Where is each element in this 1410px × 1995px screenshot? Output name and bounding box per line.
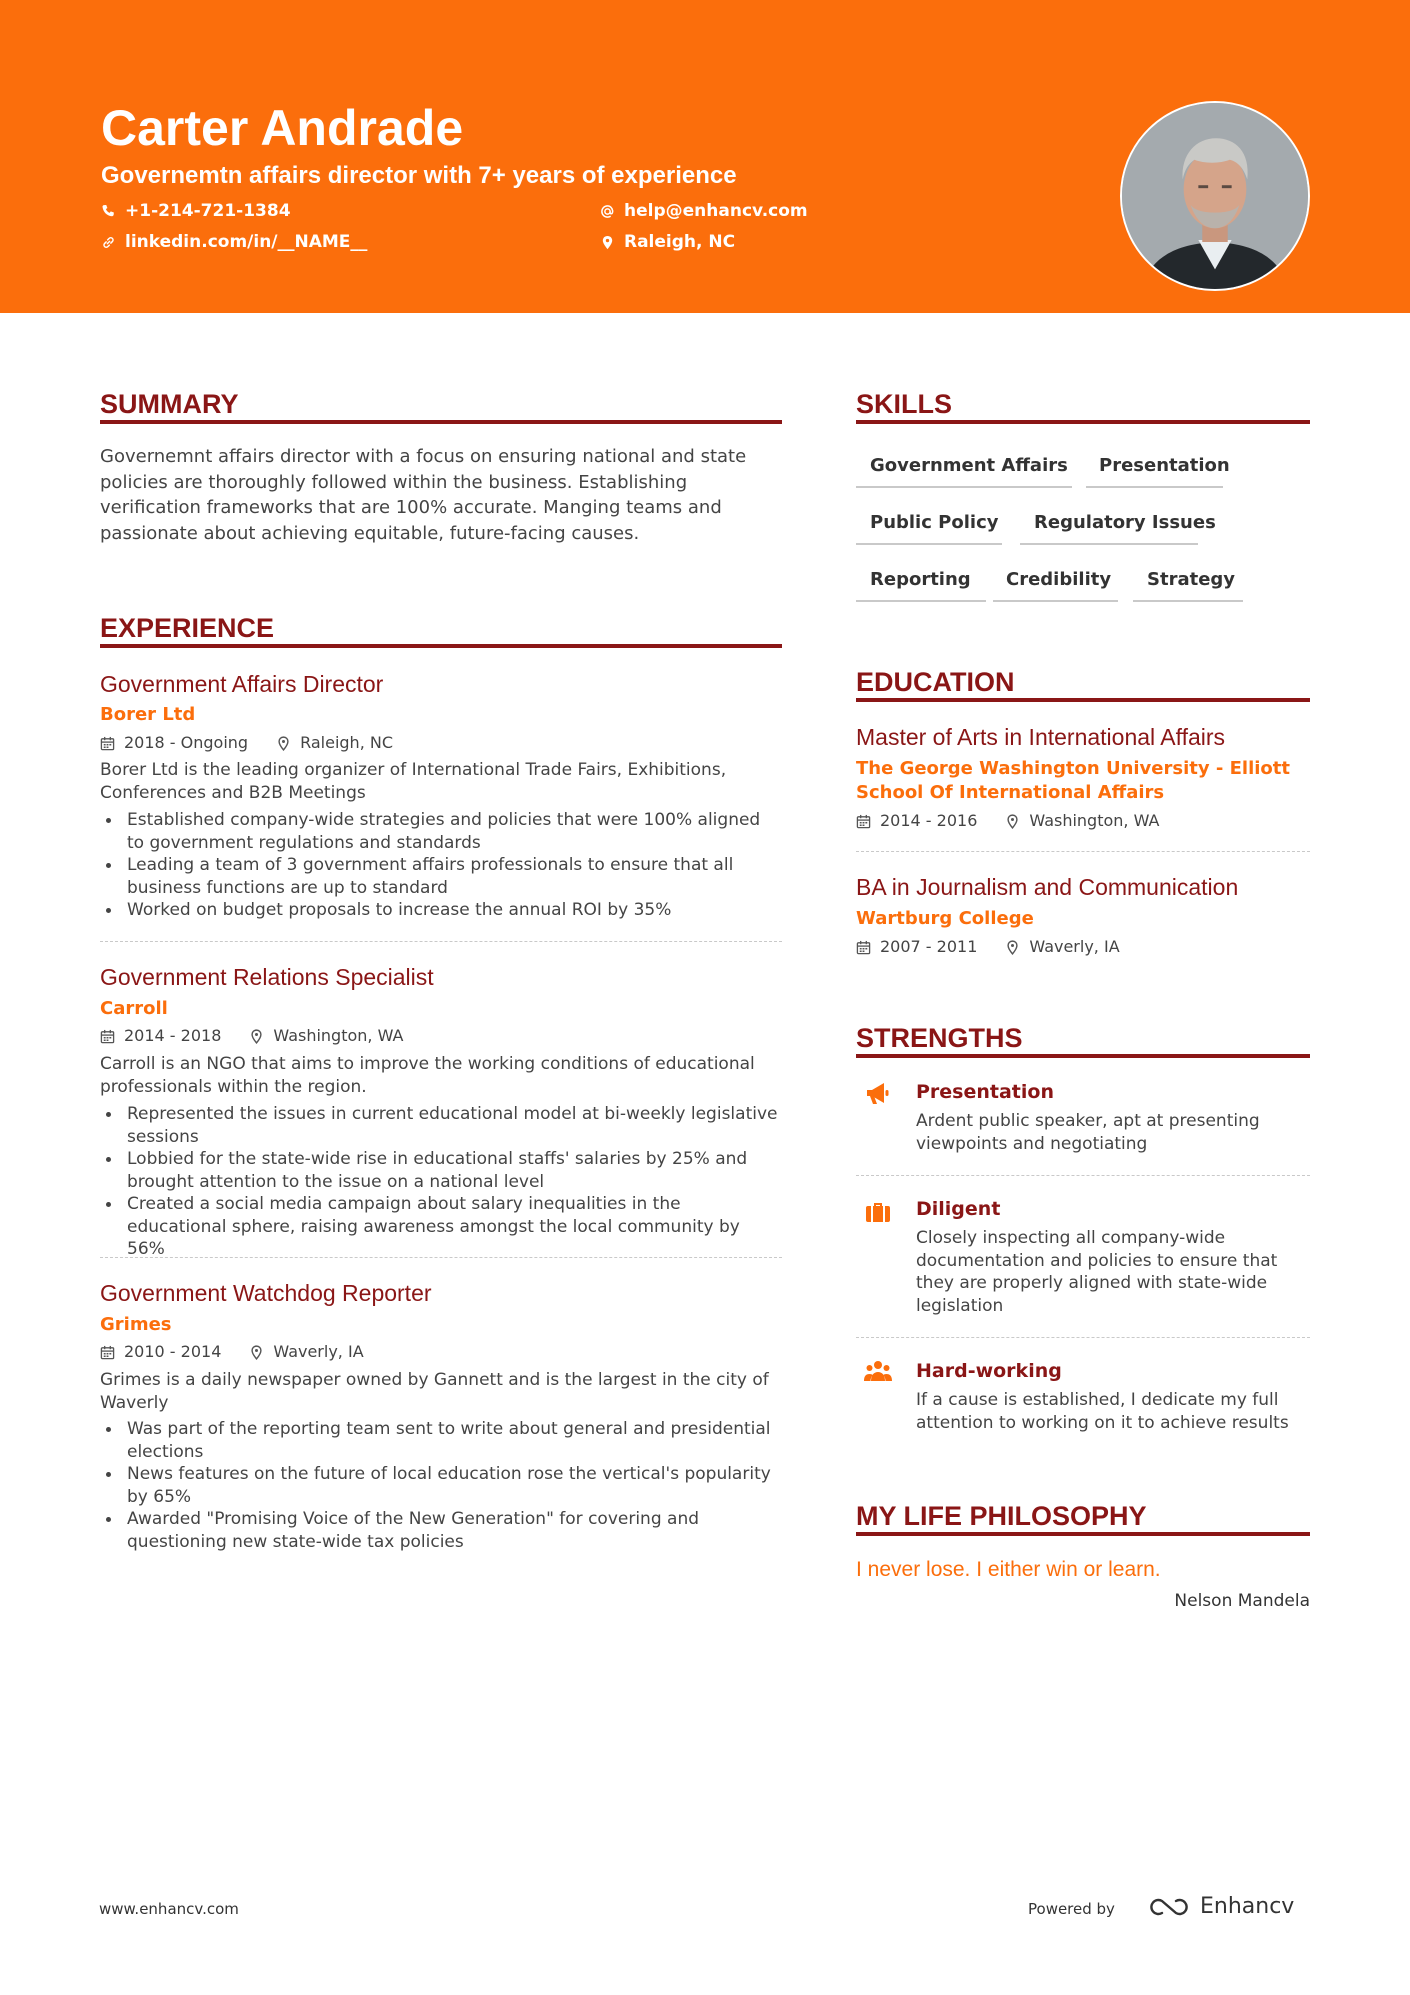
- summary-heading: SUMMARY: [100, 389, 239, 419]
- divider: [100, 941, 782, 942]
- enhancv-logo-icon: [1146, 1895, 1192, 1919]
- skills-rule: [856, 420, 1310, 424]
- contact-email[interactable]: [600, 199, 808, 223]
- quote-author: Nelson Mandela: [1174, 1591, 1310, 1611]
- contact-location: [600, 230, 735, 254]
- skill-tag: Presentation: [1086, 454, 1223, 488]
- strength-title: Presentation: [916, 1081, 1054, 1103]
- email-text: help@enhancv.com: [624, 201, 808, 221]
- education-dates: 2007 - 2011: [880, 937, 978, 956]
- job-bullets: [100, 1418, 782, 1553]
- strength-title: Diligent: [916, 1198, 1001, 1220]
- education-meta: [856, 936, 1120, 958]
- skills-heading: SKILLS: [856, 389, 953, 419]
- job-meta: [100, 1025, 403, 1047]
- footer-website-link[interactable]: www.enhancv.com: [99, 1900, 239, 1918]
- job-location: Washington, WA: [273, 1026, 404, 1045]
- calendar-icon: [856, 814, 871, 829]
- job-location: Raleigh, NC: [300, 733, 394, 752]
- skill-tag: Credibility: [993, 568, 1118, 602]
- job-title: Government Relations Specialist: [100, 964, 434, 990]
- experience-heading: EXPERIENCE: [100, 613, 275, 643]
- location-pin-icon: [249, 1029, 264, 1044]
- job-company: Grimes: [100, 1314, 172, 1335]
- job-title: Government Watchdog Reporter: [100, 1280, 432, 1306]
- education-meta: [856, 810, 1159, 832]
- strengths-rule: [856, 1054, 1310, 1058]
- job-bullet: Created a social media campaign about salary inequalities in the educational sphere, raising awareness amongst the local community by 56%: [100, 1193, 782, 1261]
- job-bullet: Worked on budget proposals to increase the annual ROI by 35%: [100, 899, 782, 922]
- job-dates: 2010 - 2014: [124, 1342, 222, 1361]
- job-bullet: Lobbied for the state-wide rise in educational staffs' salaries by 25% and brought attention to the issue on a national level: [100, 1148, 782, 1193]
- footer-brand-name: Enhancv: [1200, 1894, 1295, 1919]
- strength-description: Closely inspecting all company-wide documentation and policies to ensure that they are properly aligned with state-wide legislation: [916, 1228, 1278, 1316]
- megaphone-icon: [862, 1078, 892, 1108]
- skill-tag: Strategy: [1133, 568, 1243, 602]
- job-company: Borer Ltd: [100, 704, 196, 725]
- footer-powered-by: Powered by: [1028, 1900, 1115, 1918]
- divider: [100, 1257, 782, 1258]
- calendar-icon: [100, 736, 115, 751]
- job-dates: 2014 - 2018: [124, 1026, 222, 1045]
- job-bullet: News features on the future of local education rose the vertical's popularity by 65%: [100, 1463, 782, 1508]
- education-location: Washington, WA: [1029, 811, 1160, 830]
- skill-tag: Regulatory Issues: [1020, 511, 1198, 545]
- job-description: Borer Ltd is the leading organizer of International Trade Fairs, Exhibitions, Conferences and B2B Meetings: [100, 760, 727, 803]
- location-pin-icon: [249, 1345, 264, 1360]
- job-bullet: Leading a team of 3 government affairs professionals to ensure that all business functions are up to standard: [100, 854, 782, 899]
- education-rule: [856, 698, 1310, 702]
- job-location: Waverly, IA: [273, 1342, 364, 1361]
- summary-text: Governemnt affairs director with a focus on ensuring national and state policies are thoroughly followed within the business. Establishing verification frameworks that are 100% accurate. Manging teams and passionate about achieving equitable, future-facing causes.: [100, 446, 747, 544]
- briefcase-icon: [863, 1196, 893, 1226]
- phone-icon: [101, 204, 116, 219]
- degree-title: BA in Journalism and Communication: [856, 874, 1239, 900]
- job-description: Grimes is a daily newspaper owned by Gannett and is the largest in the city of Waverly: [100, 1370, 769, 1413]
- job-title: Government Affairs Director: [100, 671, 384, 697]
- candidate-name: Carter Andrade: [101, 100, 464, 156]
- school-name: Wartburg College: [856, 908, 1034, 929]
- divider: [856, 1175, 1310, 1176]
- job-bullet: Awarded "Promising Voice of the New Generation" for covering and questioning new state-wide tax policies: [100, 1508, 782, 1553]
- strength-description: If a cause is established, I dedicate my full attention to working on it to achieve results: [916, 1390, 1289, 1433]
- degree-title: Master of Arts in International Affairs: [856, 724, 1226, 750]
- job-dates: 2018 - Ongoing: [124, 733, 249, 752]
- location-pin-icon: [276, 736, 291, 751]
- school-name: The George Washington University - Elliott School Of International Affairs: [856, 758, 1290, 803]
- experience-rule: [100, 644, 782, 648]
- philosophy-heading: MY LIFE PHILOSOPHY: [856, 1501, 1147, 1531]
- divider: [856, 851, 1310, 852]
- location-pin-icon: [600, 235, 615, 250]
- job-meta: [100, 732, 393, 754]
- philosophy-rule: [856, 1532, 1310, 1536]
- job-bullets: [100, 809, 782, 922]
- calendar-icon: [100, 1345, 115, 1360]
- calendar-icon: [856, 940, 871, 955]
- job-meta: [100, 1341, 364, 1363]
- philosophy-quote: I never lose. I either win or learn.: [856, 1558, 1161, 1581]
- candidate-headline: Governemtn affairs director with 7+ years of experience: [101, 162, 737, 189]
- contact-linkedin[interactable]: [101, 230, 367, 254]
- skill-tag: Reporting: [856, 568, 986, 602]
- location-pin-icon: [1005, 940, 1020, 955]
- skill-tag: Government Affairs: [856, 454, 1072, 488]
- job-company: Carroll: [100, 998, 168, 1019]
- phone-text: +1-214-721-1384: [125, 201, 291, 221]
- job-bullet: Was part of the reporting team sent to write about general and presidential elections: [100, 1418, 782, 1463]
- contact-phone[interactable]: [101, 199, 291, 223]
- calendar-icon: [100, 1029, 115, 1044]
- education-dates: 2014 - 2016: [880, 811, 978, 830]
- skill-tag: Public Policy: [856, 511, 1002, 545]
- profile-portrait-icon: [1122, 103, 1308, 289]
- location-text: Raleigh, NC: [624, 232, 736, 252]
- people-icon: [863, 1357, 893, 1387]
- strengths-heading: STRENGTHS: [856, 1023, 1023, 1053]
- summary-rule: [100, 420, 782, 424]
- job-bullets: [100, 1103, 782, 1261]
- strength-description: Ardent public speaker, apt at presenting viewpoints and negotiating: [916, 1111, 1260, 1154]
- job-bullet: Established company-wide strategies and policies that were 100% aligned to government regulations and standards: [100, 809, 782, 854]
- job-description: Carroll is an NGO that aims to improve the working conditions of educational professionals within the region.: [100, 1054, 755, 1097]
- education-location: Waverly, IA: [1029, 937, 1120, 956]
- divider: [856, 1337, 1310, 1338]
- footer-brand-logo[interactable]: [1146, 1894, 1294, 1919]
- header-banner: [0, 0, 1410, 313]
- job-bullet: Represented the issues in current educational model at bi-weekly legislative sessions: [100, 1103, 782, 1148]
- at-icon: [600, 204, 615, 219]
- location-pin-icon: [1005, 814, 1020, 829]
- linkedin-text: linkedin.com/in/__NAME__: [125, 232, 368, 252]
- profile-photo: [1120, 101, 1310, 291]
- education-heading: EDUCATION: [856, 667, 1015, 697]
- link-icon: [101, 235, 116, 250]
- strength-title: Hard-working: [916, 1360, 1062, 1382]
